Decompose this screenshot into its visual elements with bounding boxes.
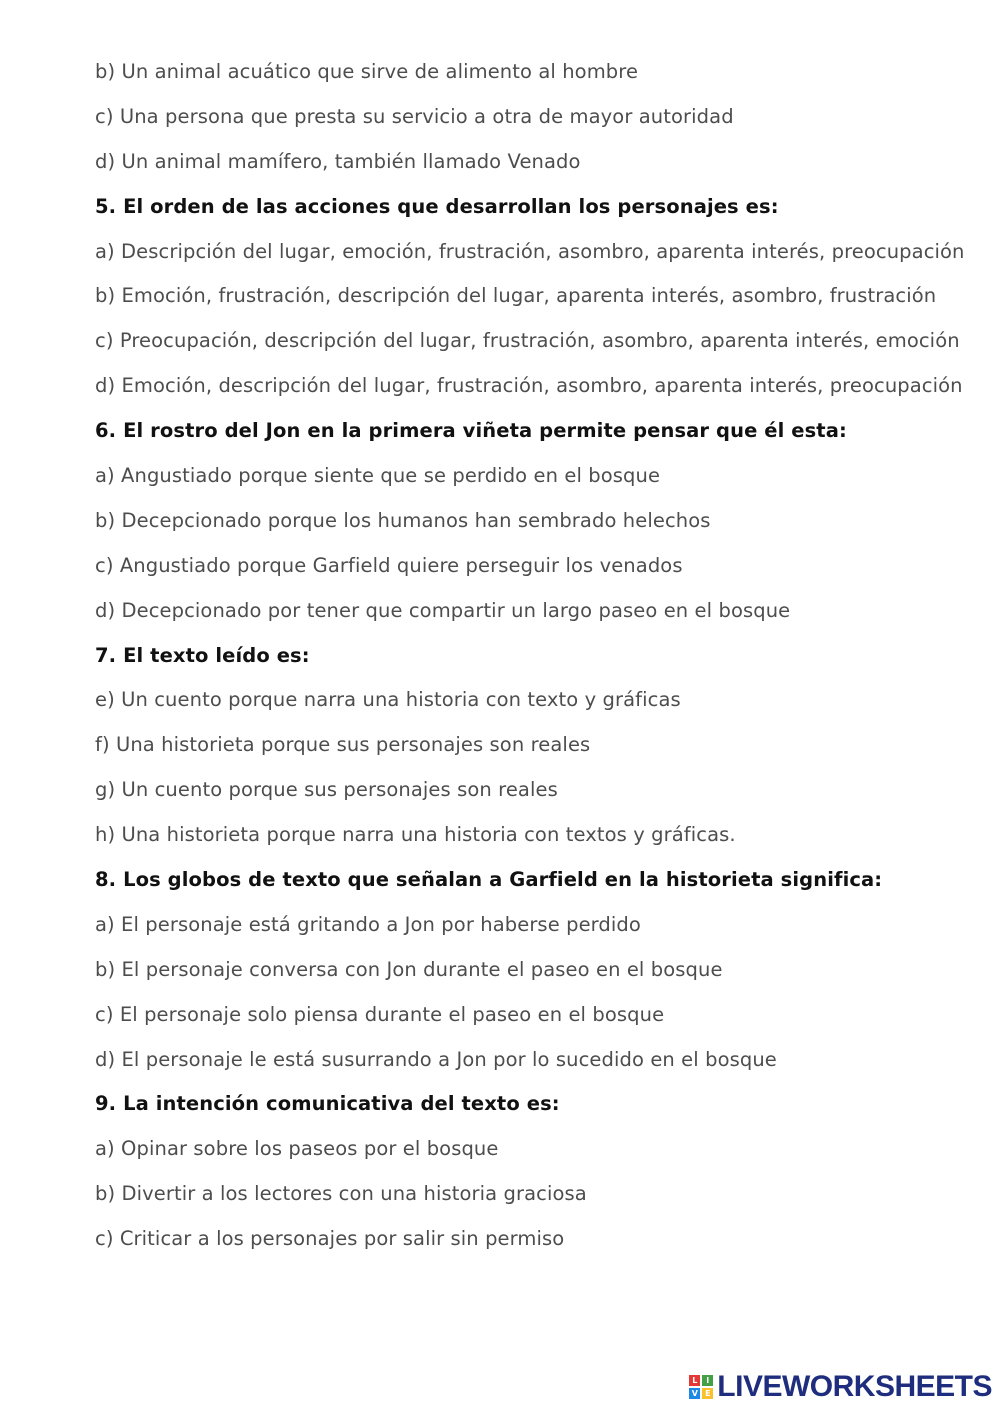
answer-option: c) Preocupación, descripción del lugar, frustración, asombro, aparenta interés, emoción bbox=[95, 329, 960, 353]
answer-option: h) Una historieta porque narra una historia con textos y gráficas. bbox=[95, 823, 736, 847]
answer-option: a) El personaje está gritando a Jon por haberse perdido bbox=[95, 912, 641, 936]
answer-option: b) Un animal acuático que sirve de alimento al hombre bbox=[95, 60, 639, 83]
answer-option: f) Una historieta porque sus personajes son reales bbox=[95, 733, 591, 757]
answer-option: g) Un cuento porque sus personajes son reales bbox=[95, 778, 558, 802]
answer-option: d) Un animal mamífero, también llamado Venado bbox=[95, 149, 581, 173]
logo-grid-icon bbox=[689, 1375, 713, 1399]
answer-option: d) Decepcionado por tener que compartir un largo paseo en el bosque bbox=[95, 598, 791, 622]
question-text: 8. Los globos de texto que señalan a Garfield en la historieta significa: bbox=[95, 868, 883, 892]
question-text: 9. La intención comunicativa del texto es: bbox=[95, 1092, 560, 1116]
answer-option: b) Emoción, frustración, descripción del lugar, aparenta interés, asombro, frustración bbox=[95, 284, 937, 308]
answer-option: c) El personaje solo piensa durante el paseo en el bosque bbox=[95, 1002, 665, 1026]
logo-letter-e: E bbox=[702, 1388, 713, 1399]
answer-option: c) Una persona que presta su servicio a otra de mayor autoridad bbox=[95, 104, 734, 128]
answer-option: a) Angustiado porque siente que se perdido en el bosque bbox=[95, 464, 661, 488]
question-text: 6. El rostro del Jon en la primera viñeta permite pensar que él esta: bbox=[95, 419, 847, 443]
answer-option: a) Opinar sobre los paseos por el bosque bbox=[95, 1137, 499, 1161]
logo-letter-v: V bbox=[689, 1388, 700, 1399]
logo-letter-i: I bbox=[702, 1375, 713, 1386]
question-text: 7. El texto leído es: bbox=[95, 643, 310, 667]
answer-option: c) Criticar a los personajes por salir sin permiso bbox=[95, 1227, 565, 1251]
question-text: 5. El orden de las acciones que desarrollan los personajes es: bbox=[95, 194, 779, 218]
answer-option: b) Decepcionado porque los humanos han sembrado helechos bbox=[95, 508, 711, 532]
answer-option: c) Angustiado porque Garfield quiere perseguir los venados bbox=[95, 553, 683, 577]
answer-option: d) Emoción, descripción del lugar, frustración, asombro, aparenta interés, preocupación bbox=[95, 374, 963, 398]
answer-option: b) Divertir a los lectores con una historia graciosa bbox=[95, 1182, 587, 1206]
answer-option: e) Un cuento porque narra una historia con texto y gráficas bbox=[95, 688, 681, 712]
answer-option: d) El personaje le está susurrando a Jon por lo sucedido en el bosque bbox=[95, 1047, 777, 1071]
answer-option: b) El personaje conversa con Jon durante el paseo en el bosque bbox=[95, 957, 723, 981]
logo-letter-l: L bbox=[689, 1375, 700, 1386]
liveworksheets-logo bbox=[689, 1371, 992, 1403]
brand-name: LIVEWORKSHEETS bbox=[717, 1370, 992, 1403]
answer-option: a) Descripción del lugar, emoción, frustración, asombro, aparenta interés, preocupación bbox=[95, 239, 965, 263]
worksheet-content bbox=[95, 50, 975, 1262]
